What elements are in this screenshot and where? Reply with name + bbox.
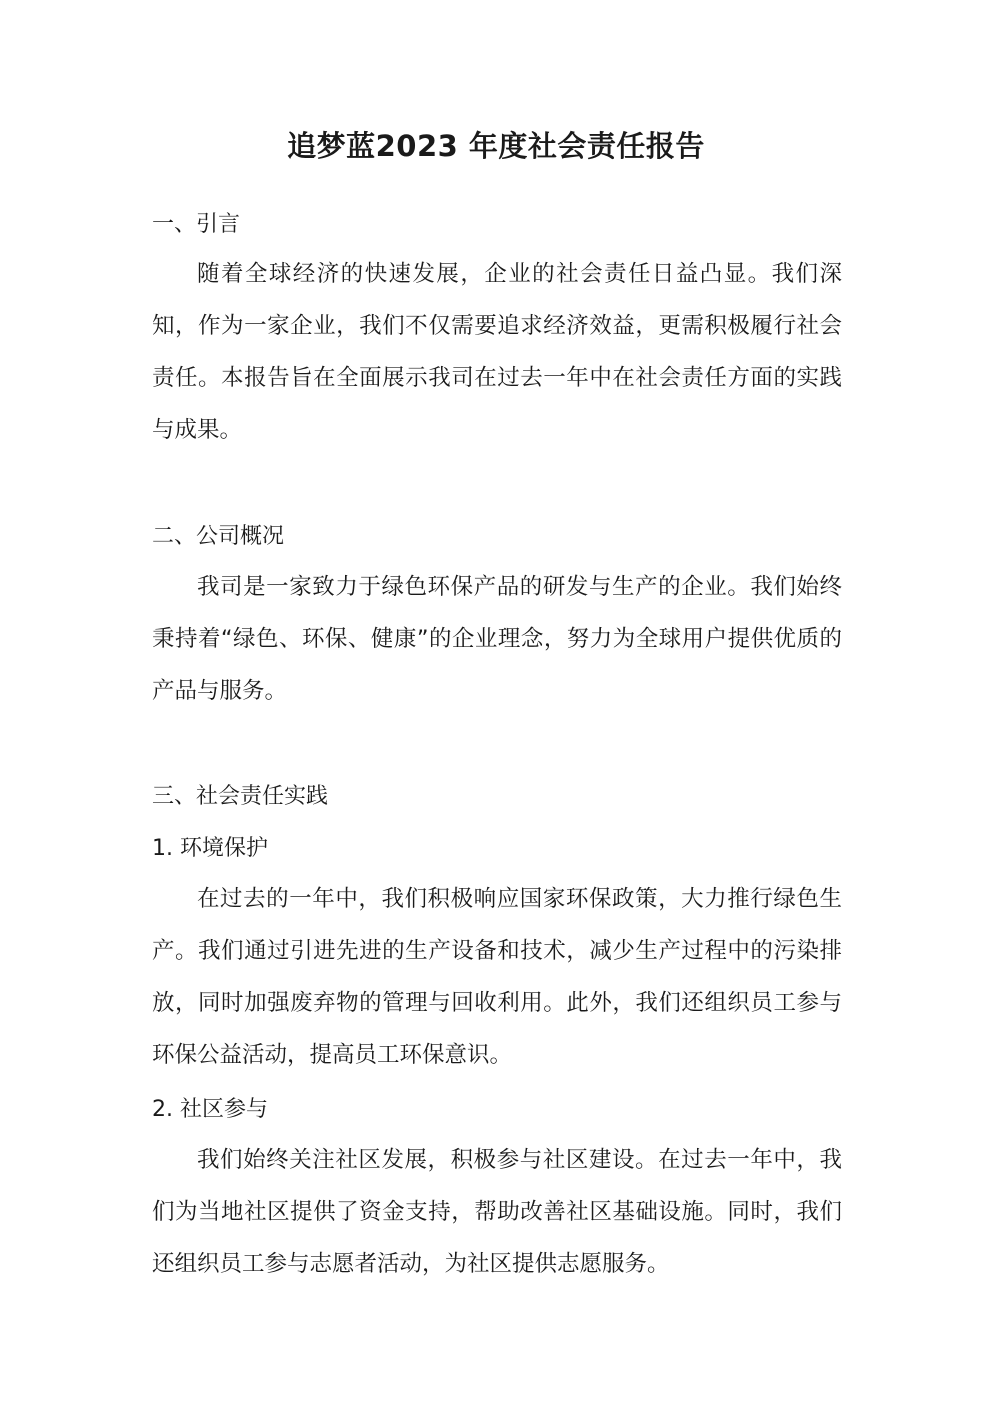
section-heading-intro: 一、引言 (152, 212, 241, 237)
subheading-community: 2. 社区参与 (152, 1097, 268, 1122)
paragraph-community: 我们始终关注社区发展，积极参与社区建设。在过去一年中，我们为当地社区提供了资金支持，帮助改善社区基础设施。同时，我们还组织员工参与志愿者活动，为社区提供志愿服务。 (152, 1147, 842, 1277)
subheading-environment: 1. 环境保护 (152, 836, 268, 861)
paragraph-overview: 我司是一家致力于绿色环保产品的研发与生产的企业。我们始终秉持着“绿色、环保、健康”的企业理念，努力为全球用户提供优质的产品与服务。 (152, 574, 842, 704)
paragraph-intro: 随着全球经济的快速发展，企业的社会责任日益凸显。我们深知，作为一家企业，我们不仅需要追求经济效益，更需积极履行社会责任。本报告旨在全面展示我司在过去一年中在社会责任方面的实践与成果。 (152, 261, 842, 443)
paragraph-environment: 在过去的一年中，我们积极响应国家环保政策，大力推行绿色生产。我们通过引进先进的生产设备和技术，减少生产过程中的污染排放，同时加强废弃物的管理与回收利用。此外，我们还组织员工参与环保公益活动，提高员工环保意识。 (152, 886, 842, 1068)
section-heading-overview: 二、公司概况 (152, 524, 285, 549)
document-title: 追梦蓝2023 年度社会责任报告 (287, 129, 705, 163)
section-heading-practice: 三、社会责任实践 (152, 784, 329, 809)
